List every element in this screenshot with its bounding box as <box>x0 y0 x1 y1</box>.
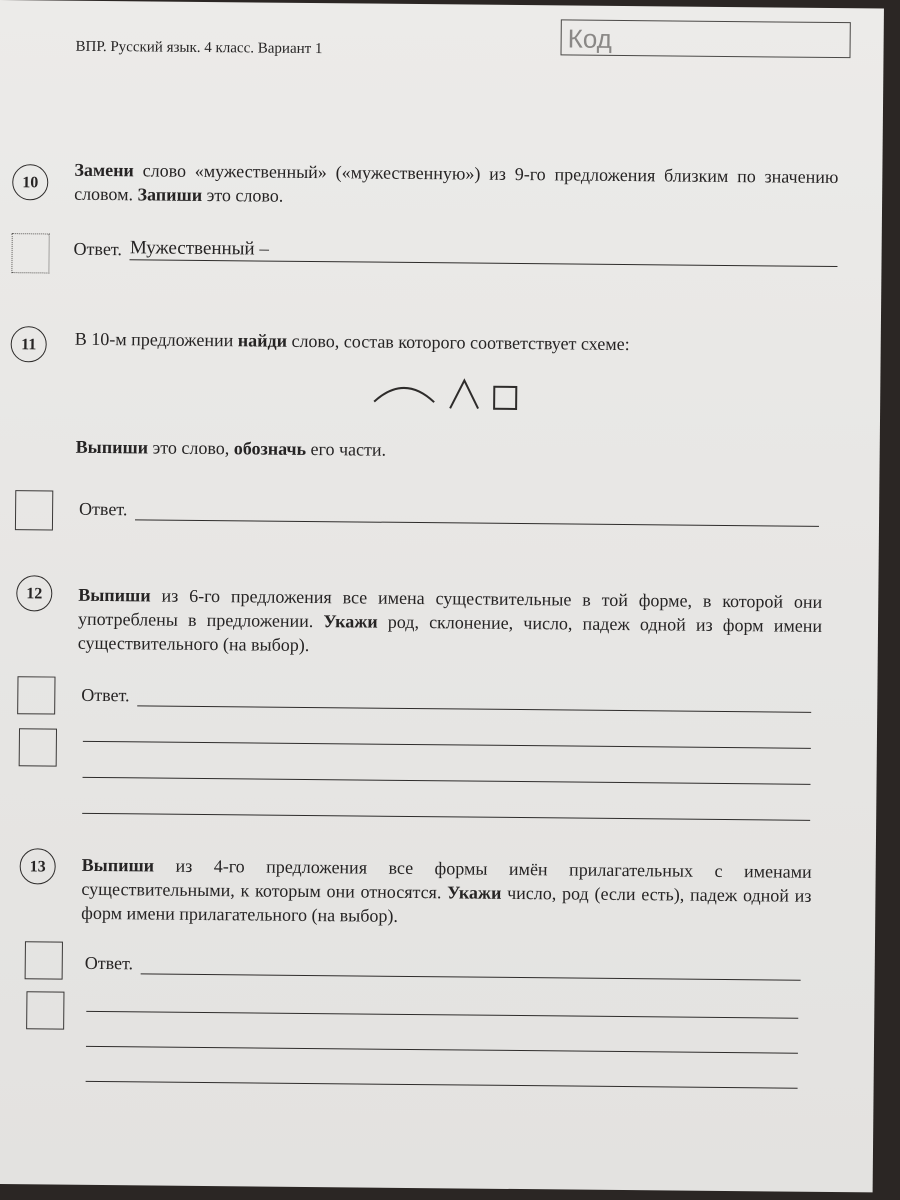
score-box-13a <box>25 941 63 979</box>
answer-line-12-4[interactable] <box>82 813 810 821</box>
page-header: ВПР. Русский язык. 4 класс. Вариант 1 <box>75 38 323 58</box>
answer-line-13-4[interactable] <box>86 1081 798 1089</box>
q13-verb-indicate: Укажи <box>447 882 502 903</box>
answer-13[interactable] <box>85 951 801 981</box>
question-11-instruction <box>76 435 776 466</box>
answer-line[interactable] <box>137 683 811 712</box>
ending-square-icon <box>494 387 516 409</box>
q10-verb-replace: Замени <box>74 159 134 181</box>
score-box-11 <box>15 490 53 530</box>
q11-text-start: В 10-м предложении <box>74 328 238 351</box>
answer-line[interactable] <box>141 951 801 980</box>
q13-text-end: число, род (если есть), падеж одной из форм имени прилагательного (на выбор). <box>81 882 812 926</box>
code-box: Код <box>560 19 850 58</box>
question-number-10: 10 <box>12 164 48 200</box>
answer-value: Мужественный – <box>129 237 270 260</box>
answer-10[interactable] <box>74 237 838 267</box>
q11-verb-find: найди <box>237 330 288 351</box>
score-box-12b <box>19 728 57 766</box>
q13-verb-write: Выпиши <box>81 854 155 876</box>
question-number-12: 12 <box>16 575 52 611</box>
q11-text-end: слово, состав которого соответствует схеме: <box>286 330 630 355</box>
score-box-10 <box>11 233 49 273</box>
q12-text-part: из 6-го предложения все имена существительные в той форме, в которой они употреблены в предложении. <box>77 585 823 632</box>
answer-12[interactable] <box>81 683 811 713</box>
answer-line-13-2[interactable] <box>86 1011 798 1019</box>
answer-line-13-3[interactable] <box>86 1046 798 1054</box>
answer-label: Ответ. <box>79 498 128 520</box>
q10-text-part: слово «мужественный» («мужественную») из 9-го предложения близким по значению словом. <box>74 160 839 205</box>
q11-verb-mark: обозначь <box>233 438 307 459</box>
answer-label: Ответ. <box>84 952 134 974</box>
q13-text-part: из 4-го предложения все формы имён прилагательных с именами существительными, к которым они относятся. <box>81 855 812 903</box>
question-number-11: 11 <box>11 326 47 362</box>
question-number-13: 13 <box>20 848 56 884</box>
q12-verb-write: Выпиши <box>78 584 151 606</box>
q11-text-mid: это слово, <box>147 437 234 459</box>
score-box-13b <box>26 991 64 1029</box>
word-structure-scheme <box>372 374 522 415</box>
q11-verb-write: Выпиши <box>75 436 149 458</box>
question-12-text <box>78 583 823 662</box>
answer-line[interactable] <box>130 237 838 267</box>
answer-line-12-2[interactable] <box>83 741 811 749</box>
score-box-12a <box>17 676 55 714</box>
answer-line-12-3[interactable] <box>83 777 811 785</box>
answer-label: Ответ. <box>81 684 130 706</box>
root-arc-icon <box>374 388 434 403</box>
question-13-text <box>81 853 812 932</box>
suffix-caret-icon <box>450 380 478 408</box>
q12-text-end: род, склонение, число, падеж одной из форм имени существительного (на выбор). <box>77 611 823 655</box>
answer-11[interactable] <box>79 497 819 527</box>
answer-label: Ответ. <box>73 238 122 260</box>
question-10-text <box>74 158 838 213</box>
answer-line[interactable] <box>135 497 819 527</box>
q12-verb-indicate: Укажи <box>323 611 378 632</box>
q10-text-end: это слово. <box>202 184 284 206</box>
q11-text-end2: его части. <box>306 438 387 460</box>
question-11-text <box>75 327 775 358</box>
q10-verb-write: Запиши <box>137 184 203 205</box>
